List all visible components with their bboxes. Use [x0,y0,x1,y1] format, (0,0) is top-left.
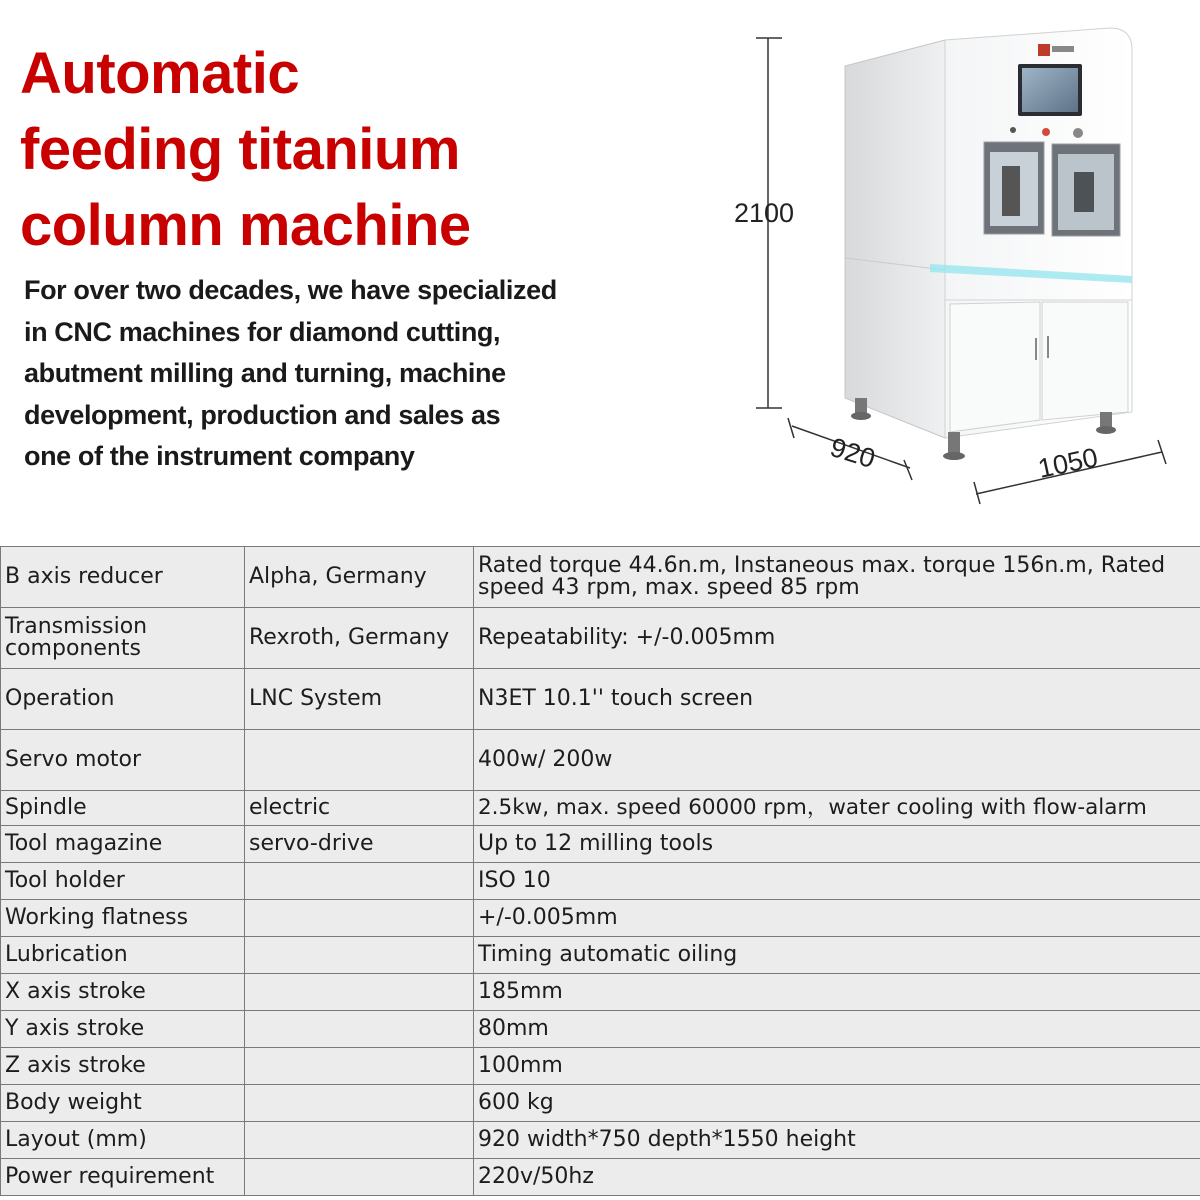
table-row [1,1159,1200,1196]
table-row [1,791,1200,826]
spec-name: Power requirement [1,1159,245,1196]
spec-name: X axis stroke [1,974,245,1011]
spec-name: B axis reducer [1,547,245,608]
intro-line: one of the instrument company [24,441,415,471]
spec-brand [245,974,474,1011]
control-knob [1073,128,1083,138]
spec-detail: 100mm [474,1048,1200,1085]
spec-detail: +/-0.005mm [474,900,1200,937]
spec-brand: servo-drive [245,826,474,863]
spec-name: Z axis stroke [1,1048,245,1085]
intro-line: abutment milling and turning, machine [24,358,506,388]
spec-detail: 920 width*750 depth*1550 height [474,1122,1200,1159]
machine-side-panel [845,40,945,438]
cabinet-door-left [950,302,1040,432]
table-row [1,937,1200,974]
spec-name: Tool holder [1,863,245,900]
spec-name: Servo motor [1,730,245,791]
spec-detail: ISO 10 [474,863,1200,900]
spec-detail: 80mm [474,1011,1200,1048]
depth-dimension-label: 1050 [1035,442,1101,484]
table-row [1,1122,1200,1159]
spec-detail: 185mm [474,974,1200,1011]
table-row [1,1011,1200,1048]
table-row [1,974,1200,1011]
spec-name: Lubrication [1,937,245,974]
spec-detail: Repeatability: +/-0.005mm [474,608,1200,669]
spec-name: Working flatness [1,900,245,937]
table-row [1,730,1200,791]
spec-detail: 2.5kw, max. speed 60000 rpm，water cooling with flow-alarm [474,791,1200,826]
title-line: Automatic [20,41,300,106]
intro-line: in CNC machines for diamond cutting, [24,316,501,347]
spec-brand [245,937,474,974]
spec-name: Layout (mm) [1,1122,245,1159]
machine-foot [948,432,960,454]
spec-brand [245,1159,474,1196]
cabinet-door-right [1042,302,1128,420]
spec-brand [245,730,474,791]
spec-name: Body weight [1,1085,245,1122]
table-row [1,1085,1200,1122]
intro-paragraph [24,270,604,478]
spec-name: Y axis stroke [1,1011,245,1048]
spec-table [0,546,1200,1196]
spec-name: Tool magazine [1,826,245,863]
spec-name: Spindle [1,791,245,826]
spec-brand: Rexroth, Germany [245,608,474,669]
spec-brand [245,863,474,900]
emergency-button [1042,128,1050,136]
machine-foot [1100,412,1112,428]
table-row [1,900,1200,937]
spec-detail: 220v/50hz [474,1159,1200,1196]
table-row [1,863,1200,900]
spec-detail: 400w/ 200w [474,730,1200,791]
table-row [1,669,1200,730]
height-dimension-label: 2100 [734,198,795,228]
spec-brand: LNC System [245,669,474,730]
table-row [1,1048,1200,1085]
table-row [1,547,1200,608]
machine-illustration [700,20,1180,520]
title-line: feeding titanium [20,117,460,182]
brand-logo [1038,44,1050,56]
width-dimension-label: 920 [826,432,879,474]
machine-foot [855,398,867,414]
spec-name: Operation [1,669,245,730]
spec-detail: Up to 12 milling tools [474,826,1200,863]
intro-line: For over two decades, we have specialized [24,275,557,305]
spec-brand [245,1122,474,1159]
control-button [1010,127,1016,133]
spec-brand: electric [245,791,474,826]
spec-brand [245,1011,474,1048]
spec-detail: Rated torque 44.6n.m, Instaneous max. torque 156n.m, Rated speed 43 rpm, max. speed 85 rpm [474,547,1200,608]
title-line: column machine [20,193,471,258]
table-row [1,826,1200,863]
intro-line: development, production and sales as [24,399,501,430]
spec-detail: N3ET 10.1'' touch screen [474,669,1200,730]
spec-name: Transmission components [1,608,245,669]
spec-brand [245,900,474,937]
machine-figure [700,20,1180,520]
page-title [20,36,580,264]
table-row [1,608,1200,669]
spec-brand [245,1048,474,1085]
spec-detail: Timing automatic oiling [474,937,1200,974]
spec-detail: 600 kg [474,1085,1200,1122]
spec-brand [245,1085,474,1122]
spec-brand: Alpha, Germany [245,547,474,608]
